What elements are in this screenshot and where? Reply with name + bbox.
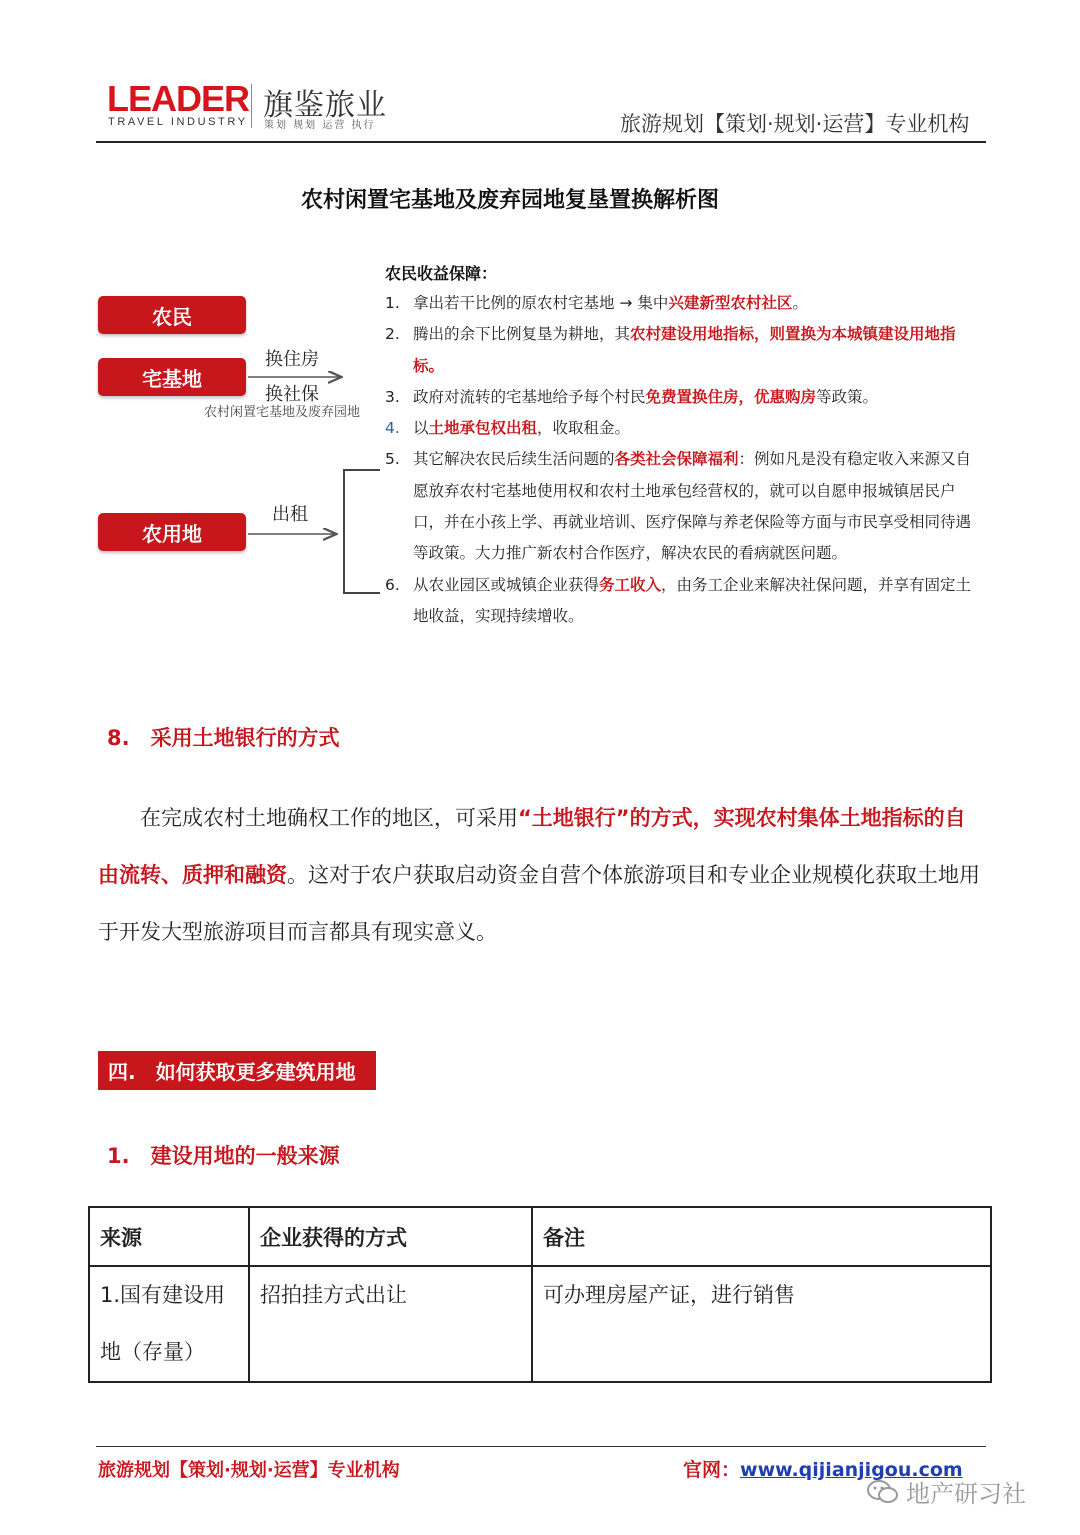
benefit-fragment: 以: [413, 419, 429, 438]
benefit-number: 5.: [385, 450, 400, 469]
cell-source: 1.国有建设用地（存量）: [89, 1266, 249, 1382]
benefit-number: 6.: [385, 575, 400, 594]
node-farmer: 农民: [98, 296, 246, 334]
benefit-fragment: 等政策。: [816, 387, 879, 406]
benefit-text: [413, 288, 985, 319]
benefit-fragment: 拿出若干比例的原农村宅基地 → 集中: [413, 294, 669, 312]
benefit-item: [385, 382, 985, 413]
wechat-icon: [866, 1478, 900, 1506]
land-source-table: [88, 1206, 992, 1383]
node-homestead: 宅基地: [98, 358, 246, 396]
benefit-text: [413, 413, 985, 444]
benefit-fragment: ，由务工企业来解决社保问题，并享有固定土地收益，实现持续增收。: [413, 575, 972, 625]
benefit-number: 2.: [385, 325, 400, 344]
benefit-highlight: 兴建新型农村社区: [668, 294, 793, 312]
benefit-highlight: 务工收入: [599, 575, 662, 594]
benefit-text: [413, 382, 985, 413]
benefit-fragment: ，收取租金。: [537, 419, 631, 438]
benefit-item: [385, 319, 985, 382]
benefit-fragment: 其它解决农民后续生活问题的: [413, 450, 615, 469]
header-source: 来源: [89, 1207, 249, 1266]
benefit-fragment: 。: [792, 294, 808, 312]
benefit-number: 1.: [385, 294, 400, 312]
website-label: 官网：: [683, 1459, 741, 1481]
benefit-fragment: 政府对流转的宅基地给予每个村民: [413, 387, 646, 406]
table-row: [89, 1266, 991, 1382]
bracket: [344, 470, 380, 593]
logo-chinese: 旗鉴旅业: [263, 88, 387, 123]
benefit-fragment: 腾出的余下比例复垦为耕地，其: [413, 325, 631, 344]
para-highlight: “土地银行”的方式，实现农村集体土地指标的自由流转、质押和融资: [98, 806, 966, 887]
footer-tagline: 旅游规划【策划·规划·运营】专业机构: [98, 1460, 400, 1481]
label-exchange-social-security: 换社保: [265, 384, 319, 405]
cell-method: 招拍挂方式出让: [249, 1266, 532, 1382]
para-tail: 。这对于农户获取启动资金自营个体旅游项目和专业企业规模化获取土地用于开发大型旅游项目而言都具有现实意义。: [98, 863, 980, 944]
para-lead: 在完成农村土地确权工作的地区，可采用: [140, 806, 518, 830]
node-farmland: 农用地: [98, 513, 246, 551]
benefit-number: 4.: [385, 419, 400, 438]
header-tagline: 旅游规划【策划·规划·运营】专业机构: [620, 112, 970, 136]
benefits-title: 农民收益保障：: [385, 264, 498, 283]
benefit-text: [413, 444, 985, 569]
watermark: [866, 1474, 1026, 1509]
header-method: 企业获得的方式: [249, 1207, 532, 1266]
logo-divider: [251, 84, 252, 128]
benefit-item: [385, 413, 985, 444]
cell-note: 可办理房屋产证，进行销售: [532, 1266, 991, 1382]
benefit-number: 3.: [385, 387, 400, 406]
benefit-item: [385, 570, 985, 633]
section-4-heading: 四. 如何获取更多建筑用地: [98, 1051, 376, 1090]
benefit-highlight: 各类社会保障福利: [614, 450, 739, 469]
logo-leader: LEADER: [107, 78, 250, 119]
benefit-fragment: 从农业园区或城镇企业获得: [413, 575, 600, 594]
section-1-heading: 1. 建设用地的一般来源: [107, 1144, 340, 1168]
benefit-item: [385, 288, 985, 319]
header-note: 备注: [532, 1207, 991, 1266]
footer-divider: [96, 1446, 986, 1447]
benefit-highlight: 农村建设用地指标，则置换为本城镇建设用地指标。: [413, 325, 956, 375]
benefit-item: [385, 444, 985, 569]
header-divider: [96, 141, 986, 143]
label-rent-out: 出租: [272, 504, 308, 525]
watermark-text: 地产研习社: [906, 1480, 1026, 1508]
benefit-highlight: 土地承包权出租: [428, 419, 538, 438]
logo-subtitle: TRAVEL INDUSTRY: [108, 116, 248, 128]
label-exchange-housing: 换住房: [265, 349, 319, 370]
benefits-list: [385, 288, 985, 632]
section-8-paragraph: [98, 790, 986, 961]
benefit-highlight: 免费置换住房，优惠购房: [645, 387, 817, 406]
benefit-text: [413, 570, 985, 633]
website-link[interactable]: www.qijianjigou.com: [740, 1459, 963, 1481]
table-header-row: [89, 1207, 991, 1266]
section-8-heading: 8. 采用土地银行的方式: [107, 726, 340, 750]
logo-chinese-subtitle: 策划 规划 运营 执行: [264, 120, 376, 131]
diagram-title: 农村闲置宅基地及废弃园地复垦置换解析图: [300, 188, 719, 213]
benefit-fragment: ：例如凡是没有稳定收入来源又自愿放弃农村宅基地使用权和农村土地承包经营权的，就可以自愿申报城镇居民户口，并在小孩上学、再就业培训、医疗保障与养老保险等方面与市民享受相同待遇等政策。大力推广新农村合作医疗，解决农民的看病就医问题。: [413, 450, 972, 563]
diagram-caption: 农村闲置宅基地及废弃园地: [204, 405, 361, 420]
benefit-text: [413, 319, 985, 382]
